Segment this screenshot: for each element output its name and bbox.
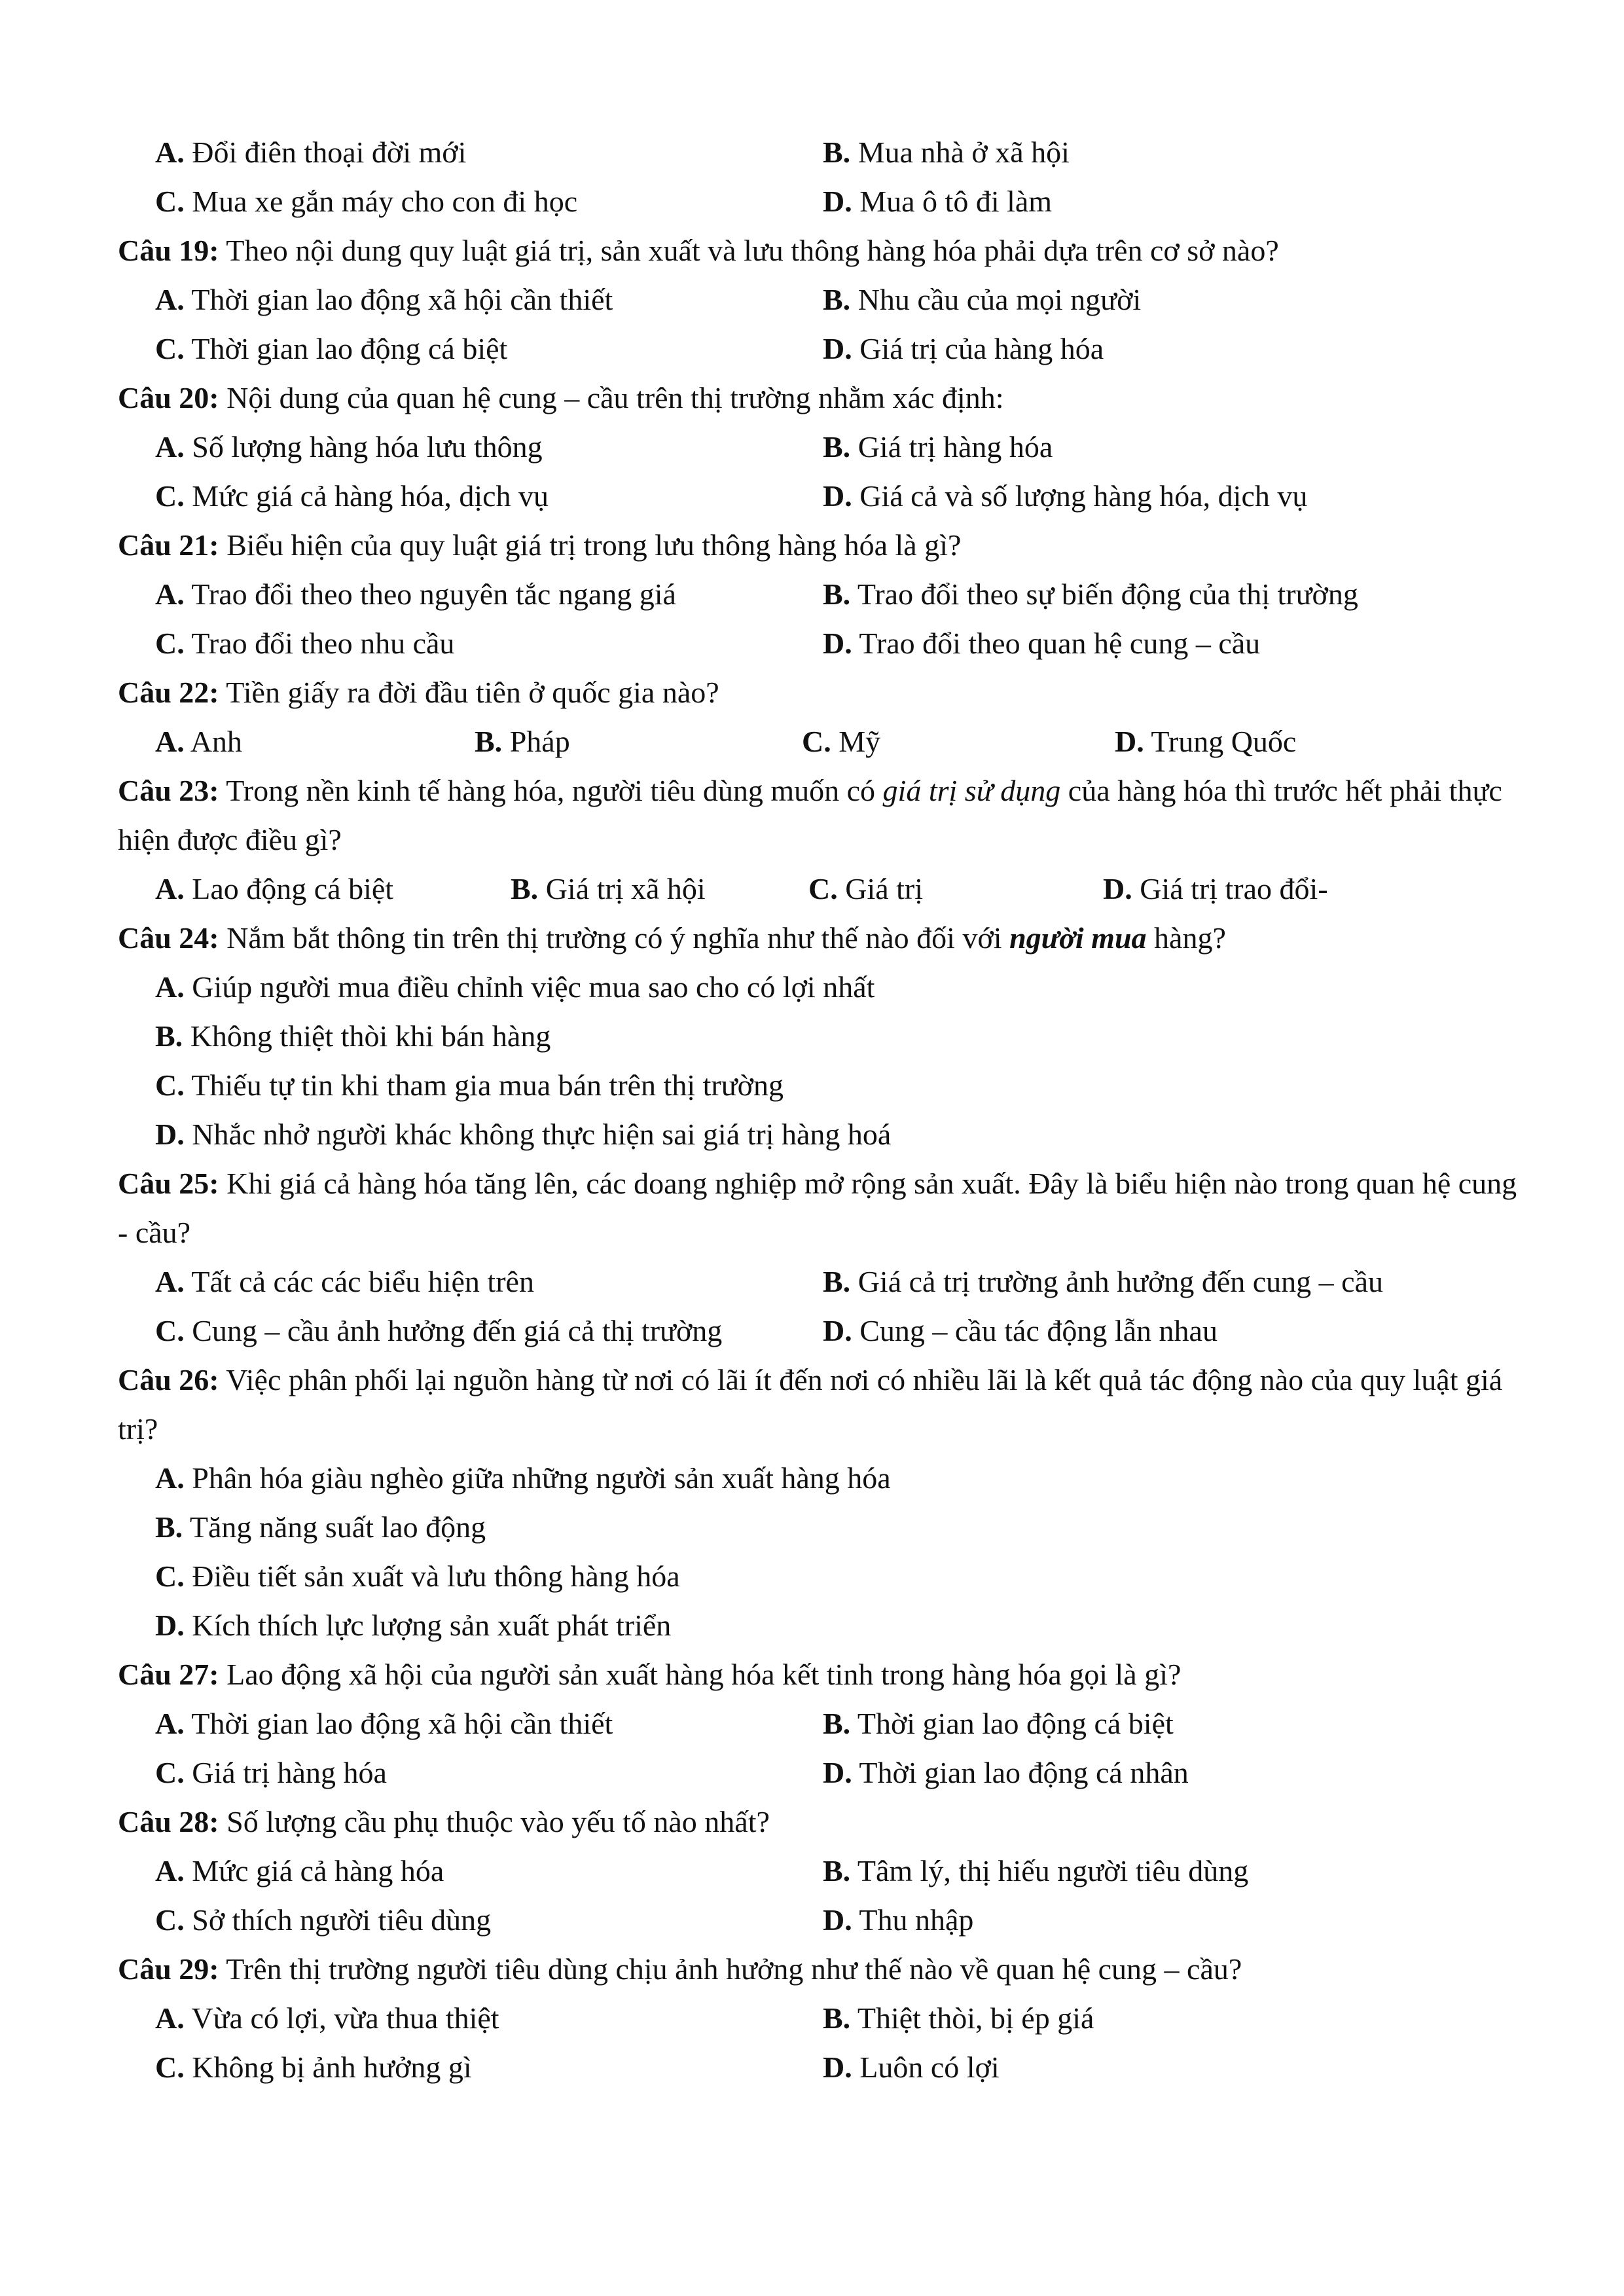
question-21 [118, 520, 1525, 668]
option-c[interactable]: C. Mỹ [802, 725, 881, 758]
option-c[interactable]: C. Cung – cầu ảnh hưởng đến giá cả thị trường [155, 1314, 723, 1347]
option-a[interactable]: A. Thời gian lao động xã hội cần thiết [155, 283, 613, 316]
option-c[interactable]: C. Thời gian lao động cá biệt [155, 332, 508, 365]
option-b[interactable]: B. Không thiệt thòi khi bán hàng [155, 1019, 551, 1053]
option-c[interactable]: C. Mua xe gắn máy cho con đi học [155, 185, 578, 218]
question-text: Câu 25: Khi giá cả hàng hóa tăng lên, các doang nghiệp mở rộng sản xuất. Đây là biểu hiện nào trong quan hệ cung - cầu? [118, 1167, 1517, 1249]
option-d[interactable]: D. Giá trị của hàng hóa [823, 332, 1104, 365]
question-18-options [118, 128, 1525, 226]
option-b[interactable]: B. Tăng năng suất lao động [155, 1510, 486, 1544]
option-d[interactable]: D. Trao đổi theo quan hệ cung – cầu [823, 627, 1261, 660]
option-b[interactable]: B. Pháp [475, 725, 570, 758]
option-c[interactable]: C. Không bị ảnh hưởng gì [155, 2050, 472, 2084]
option-d[interactable]: D. Kích thích lực lượng sản xuất phát triển [155, 1609, 672, 1642]
question-text: Câu 26: Việc phân phối lại nguồn hàng từ nơi có lãi ít đến nơi có nhiều lãi là kết quả tác động nào của quy luật giá trị? [118, 1363, 1503, 1446]
option-d[interactable]: D. Nhắc nhở người khác không thực hiện sai giá trị hàng hoá [155, 1118, 892, 1151]
question-20 [118, 373, 1525, 520]
option-b[interactable]: B. Giá trị hàng hóa [823, 430, 1053, 464]
option-b[interactable]: B. Nhu cầu của mọi người [823, 283, 1142, 316]
option-d[interactable]: D. Trung Quốc [1115, 725, 1297, 758]
question-text: Câu 29: Trên thị trường người tiêu dùng chịu ảnh hưởng như thế nào về quan hệ cung – cầu? [118, 1952, 1242, 1986]
option-c[interactable]: C. Trao đổi theo nhu cầu [155, 627, 455, 660]
option-a[interactable]: A. Anh [155, 725, 242, 758]
option-c[interactable]: C. Sở thích người tiêu dùng [155, 1903, 492, 1937]
option-d[interactable]: D. Thời gian lao động cá nhân [823, 1756, 1189, 1789]
question-text: Câu 22: Tiền giấy ra đời đầu tiên ở quốc gia nào? [118, 676, 719, 709]
question-27 [118, 1650, 1525, 1797]
question-text: Câu 21: Biểu hiện của quy luật giá trị trong lưu thông hàng hóa là gì? [118, 528, 962, 562]
option-a[interactable]: A. Tất cả các các biểu hiện trên [155, 1265, 534, 1298]
option-a[interactable]: A. Trao đổi theo theo nguyên tắc ngang giá [155, 577, 676, 611]
question-text: Câu 23: Trong nền kinh tế hàng hóa, người tiêu dùng muốn có giá trị sử dụng của hàng hóa thì trước hết phải thực hiện được điều gì? [118, 774, 1502, 856]
option-d[interactable]: D. Mua ô tô đi làm [823, 185, 1053, 218]
emphasis-bold-italic: người mua [1009, 921, 1147, 955]
option-a[interactable]: A. Phân hóa giàu nghèo giữa những người sản xuất hàng hóa [155, 1461, 891, 1495]
option-d[interactable]: D. Giá cả và số lượng hàng hóa, dịch vụ [823, 479, 1308, 513]
option-c[interactable]: C. Giá trị hàng hóa [155, 1756, 387, 1789]
question-19 [118, 226, 1525, 373]
question-28 [118, 1797, 1525, 1944]
question-23 [118, 766, 1525, 913]
option-a[interactable]: A. Lao động cá biệt [155, 872, 394, 905]
option-b[interactable]: B. Mua nhà ở xã hội [823, 136, 1070, 169]
question-text: Câu 24: Nắm bắt thông tin trên thị trường có ý nghĩa như thế nào đối với người mua hàng? [118, 921, 1226, 955]
question-29 [118, 1944, 1525, 2092]
option-b[interactable]: B. Trao đổi theo sự biến động của thị trường [823, 577, 1358, 611]
option-a[interactable]: A. Giúp người mua điều chỉnh việc mua sao cho có lợi nhất [155, 970, 875, 1004]
option-d[interactable]: D. Cung – cầu tác động lẫn nhau [823, 1314, 1218, 1347]
question-26 [118, 1355, 1525, 1650]
question-text: Câu 28: Số lượng cầu phụ thuộc vào yếu tố nào nhất? [118, 1805, 770, 1838]
option-b[interactable]: B. Thời gian lao động cá biệt [823, 1707, 1174, 1740]
question-25 [118, 1159, 1525, 1355]
emphasis-italic: giá trị sử dụng [882, 774, 1061, 807]
question-text: Câu 19: Theo nội dung quy luật giá trị, sản xuất và lưu thông hàng hóa phải dựa trên cơ sở nào? [118, 234, 1279, 267]
option-a[interactable]: A. Vừa có lợi, vừa thua thiệt [155, 2001, 499, 2035]
option-b[interactable]: B. Thiệt thòi, bị ép giá [823, 2001, 1094, 2035]
question-text: Câu 27: Lao động xã hội của người sản xuất hàng hóa kết tinh trong hàng hóa gọi là gì? [118, 1658, 1182, 1691]
option-b[interactable]: B. Giá cả trị trường ảnh hưởng đến cung – cầu [823, 1265, 1384, 1298]
option-b[interactable]: B. Tâm lý, thị hiếu người tiêu dùng [823, 1854, 1249, 1887]
option-c[interactable]: C. Giá trị [808, 872, 924, 905]
option-a[interactable]: A. Thời gian lao động xã hội cần thiết [155, 1707, 613, 1740]
option-a[interactable]: A. Đổi điên thoại đời mới [155, 136, 467, 169]
option-c[interactable]: C. Điều tiết sản xuất và lưu thông hàng hóa [155, 1559, 680, 1593]
option-b[interactable]: B. Giá trị xã hội [511, 872, 706, 905]
option-c[interactable]: C. Mức giá cả hàng hóa, dịch vụ [155, 479, 549, 513]
option-c[interactable]: C. Thiếu tự tin khi tham gia mua bán trên thị trường [155, 1068, 784, 1102]
question-24 [118, 913, 1525, 1159]
question-22 [118, 668, 1525, 766]
option-a[interactable]: A. Mức giá cả hàng hóa [155, 1854, 444, 1887]
option-d[interactable]: D. Luôn có lợi [823, 2050, 1000, 2084]
question-text: Câu 20: Nội dung của quan hệ cung – cầu trên thị trường nhằm xác định: [118, 381, 1004, 414]
option-d[interactable]: D. Thu nhập [823, 1903, 974, 1937]
option-a[interactable]: A. Số lượng hàng hóa lưu thông [155, 430, 543, 464]
option-d[interactable]: D. Giá trị trao đổi- [1103, 872, 1328, 905]
